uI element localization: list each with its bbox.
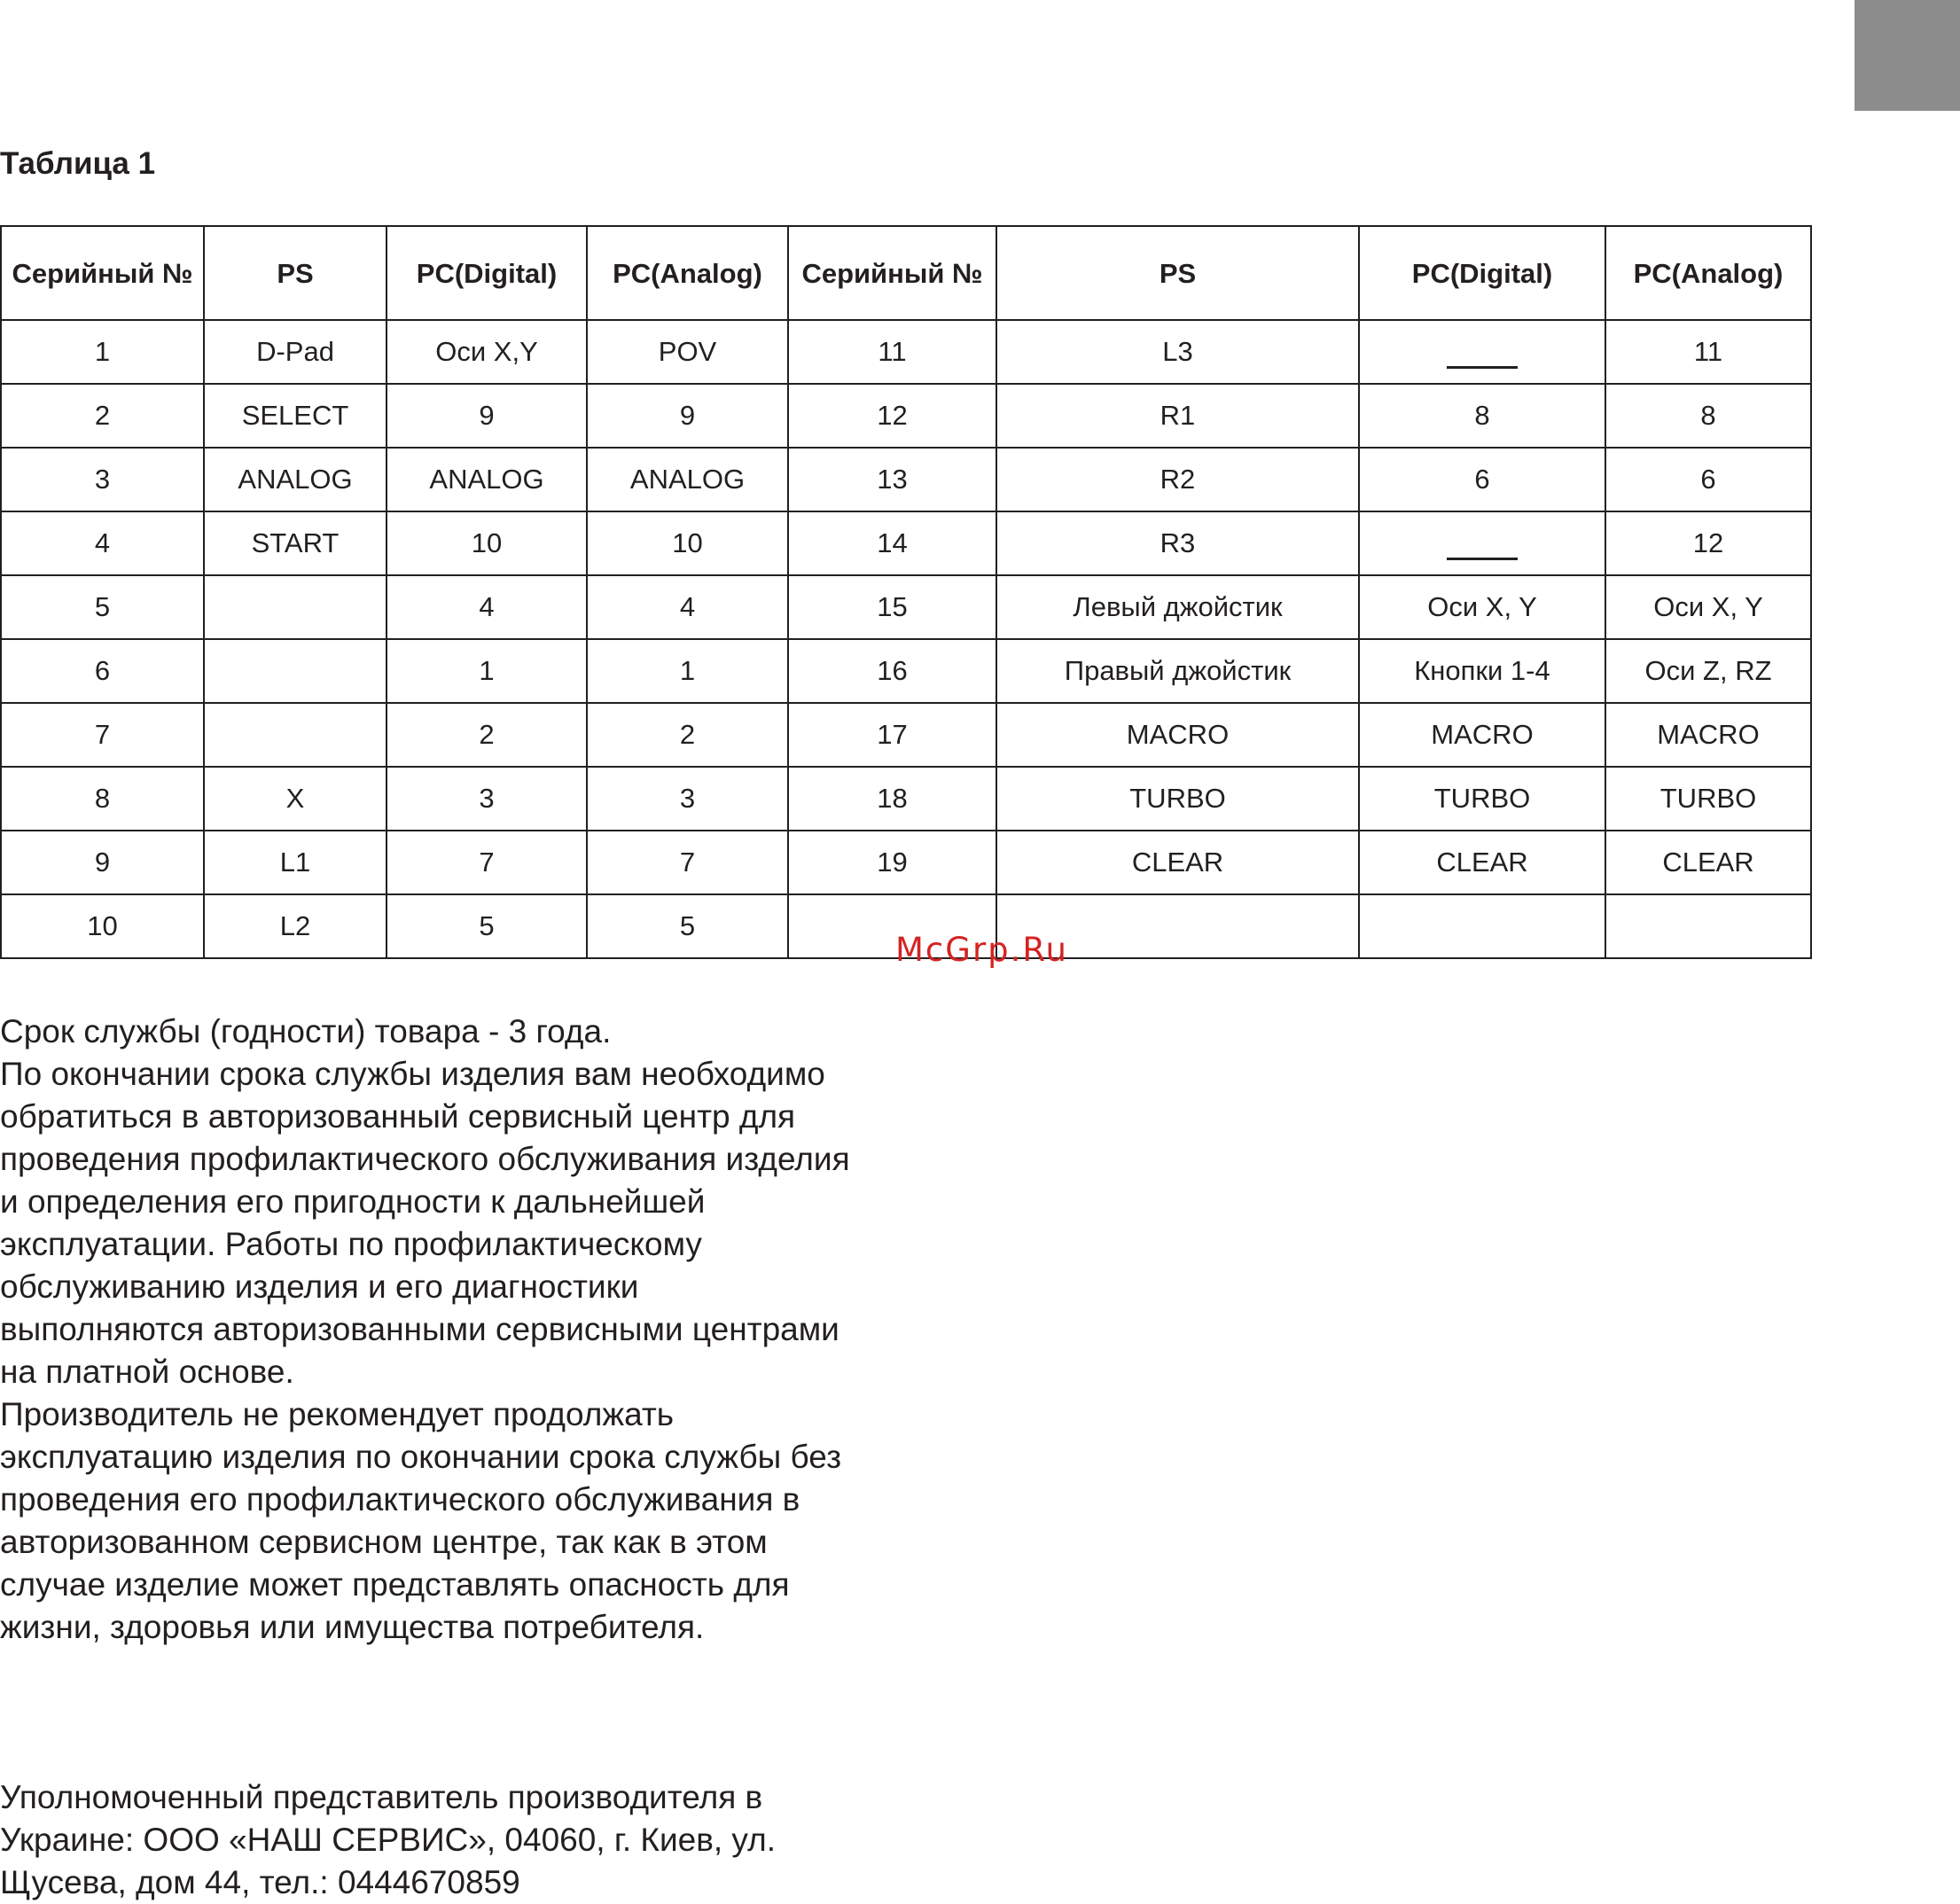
table-cell: 9	[387, 384, 587, 448]
table-cell: 13	[788, 448, 996, 511]
table-cell: CLEAR	[1359, 831, 1605, 894]
table-cell: 4	[1, 511, 204, 575]
table-cell: 1	[587, 639, 788, 703]
table-cell: 15	[788, 575, 996, 639]
service-life-text: Срок службы (годности) товара - 3 года.	[0, 1013, 612, 1050]
table-cell: 5	[1, 575, 204, 639]
table-cell: 10	[1, 894, 204, 958]
table-cell: 7	[1, 703, 204, 767]
table-cell: 3	[387, 767, 587, 831]
table-cell: Оси X,Y	[387, 320, 587, 384]
table-row	[1, 384, 1811, 448]
empty-dash	[1447, 529, 1518, 560]
table-cell: ANALOG	[587, 448, 788, 511]
table-cell: D-Pad	[204, 320, 387, 384]
table-cell: MACRO	[1359, 703, 1605, 767]
table-cell	[204, 703, 387, 767]
table-cell: 2	[1, 384, 204, 448]
table-row	[1, 511, 1811, 575]
service-life-section	[0, 1011, 851, 1649]
table-cell: 16	[788, 639, 996, 703]
table-cell: 3	[1, 448, 204, 511]
table-cell: L1	[204, 831, 387, 894]
table-cell: 1	[387, 639, 587, 703]
table-cell: 12	[788, 384, 996, 448]
table-title: Таблица 1	[0, 146, 156, 181]
table-cell: 5	[387, 894, 587, 958]
table-cell: 8	[1605, 384, 1811, 448]
table-cell: 2	[587, 703, 788, 767]
table-cell: MACRO	[996, 703, 1359, 767]
table-cell: 10	[387, 511, 587, 575]
table-cell: 8	[1, 767, 204, 831]
table-cell: Оси Z, RZ	[1605, 639, 1811, 703]
table-cell: 5	[587, 894, 788, 958]
watermark: McGrp.Ru	[895, 931, 1068, 969]
table-cell: CLEAR	[1605, 831, 1811, 894]
table-cell: 14	[788, 511, 996, 575]
table-cell: R1	[996, 384, 1359, 448]
table-row	[1, 639, 1811, 703]
table-cell: ANALOG	[387, 448, 587, 511]
table-cell: R3	[996, 511, 1359, 575]
table-cell: Левый джойстик	[996, 575, 1359, 639]
table-cell: 2	[387, 703, 587, 767]
header-pc-digital: PC(Digital)	[1359, 226, 1605, 320]
table-row	[1, 320, 1811, 384]
table-cell: 12	[1605, 511, 1811, 575]
table-cell: 9	[587, 384, 788, 448]
table-cell: 7	[387, 831, 587, 894]
empty-dash	[1447, 338, 1518, 369]
header-ps: PS	[996, 226, 1359, 320]
table-cell: 6	[1605, 448, 1811, 511]
table-cell: MACRO	[1605, 703, 1811, 767]
table-cell: 18	[788, 767, 996, 831]
table-cell: L2	[204, 894, 387, 958]
table-cell: ANALOG	[204, 448, 387, 511]
table-cell: TURBO	[996, 767, 1359, 831]
header-serial: Серийный №	[788, 226, 996, 320]
header-serial: Серийный №	[1, 226, 204, 320]
table-cell: 17	[788, 703, 996, 767]
header-pc-analog: PC(Analog)	[587, 226, 788, 320]
page-corner-tab	[1855, 0, 1960, 111]
table-cell: Правый джойстик	[996, 639, 1359, 703]
table-cell: TURBO	[1605, 767, 1811, 831]
table-cell: 6	[1359, 448, 1605, 511]
table-cell: Оси X, Y	[1605, 575, 1811, 639]
table-cell: Кнопки 1-4	[1359, 639, 1605, 703]
table-cell: 3	[587, 767, 788, 831]
table-cell: 1	[1, 320, 204, 384]
table-cell: CLEAR	[996, 831, 1359, 894]
table-header-row	[1, 226, 1811, 320]
table-row	[1, 831, 1811, 894]
table-cell: START	[204, 511, 387, 575]
header-ps: PS	[204, 226, 387, 320]
header-pc-analog: PC(Analog)	[1605, 226, 1811, 320]
table-cell: X	[204, 767, 387, 831]
table-cell: L3	[996, 320, 1359, 384]
paragraph-warning: Производитель не рекомендует продолжать эксплуатацию изделия по окончании срока службы без проведения его профилактического обслуживания в авторизованном сервисном центре, так как в этом случае изделие может представлять опасность для жизни, здоровья или имущества потребителя.	[0, 1396, 842, 1645]
table-row	[1, 575, 1811, 639]
table-cell	[204, 575, 387, 639]
table-cell: R2	[996, 448, 1359, 511]
table-cell	[204, 639, 387, 703]
representative-info: Уполномоченный представитель производителя в Украине: ООО «НАШ СЕРВИС», 04060, г. Киев, ул. Щусева, дом 44, тел.: 0444670859	[0, 1779, 776, 1900]
table-row	[1, 703, 1811, 767]
table-cell: 6	[1, 639, 204, 703]
table-cell	[1605, 894, 1811, 958]
table-cell: 8	[1359, 384, 1605, 448]
table-cell: 4	[587, 575, 788, 639]
table-cell: 11	[1605, 320, 1811, 384]
button-mapping-table	[0, 225, 1812, 959]
table-row	[1, 767, 1811, 831]
table-cell: Оси X, Y	[1359, 575, 1605, 639]
table-cell: 11	[788, 320, 996, 384]
paragraph-maintenance: По окончании срока службы изделия вам необходимо обратиться в авторизованный сервисный центр для проведения профилактического обслуживания изделия и определения его пригодности к дальнейшей эксплуатации. Работы по профилактическому обслуживанию изделия и его диагностики выполняются авторизованными сервисными центрами на платной основе.	[0, 1056, 850, 1390]
table-cell: 10	[587, 511, 788, 575]
table-row	[1, 448, 1811, 511]
table-cell: 4	[387, 575, 587, 639]
table-cell: SELECT	[204, 384, 387, 448]
header-pc-digital: PC(Digital)	[387, 226, 587, 320]
table-cell	[1359, 894, 1605, 958]
table-cell	[1359, 511, 1605, 575]
table-cell	[1359, 320, 1605, 384]
table-cell: 19	[788, 831, 996, 894]
table-cell: 7	[587, 831, 788, 894]
table-cell: 9	[1, 831, 204, 894]
table-cell: POV	[587, 320, 788, 384]
table-cell: TURBO	[1359, 767, 1605, 831]
